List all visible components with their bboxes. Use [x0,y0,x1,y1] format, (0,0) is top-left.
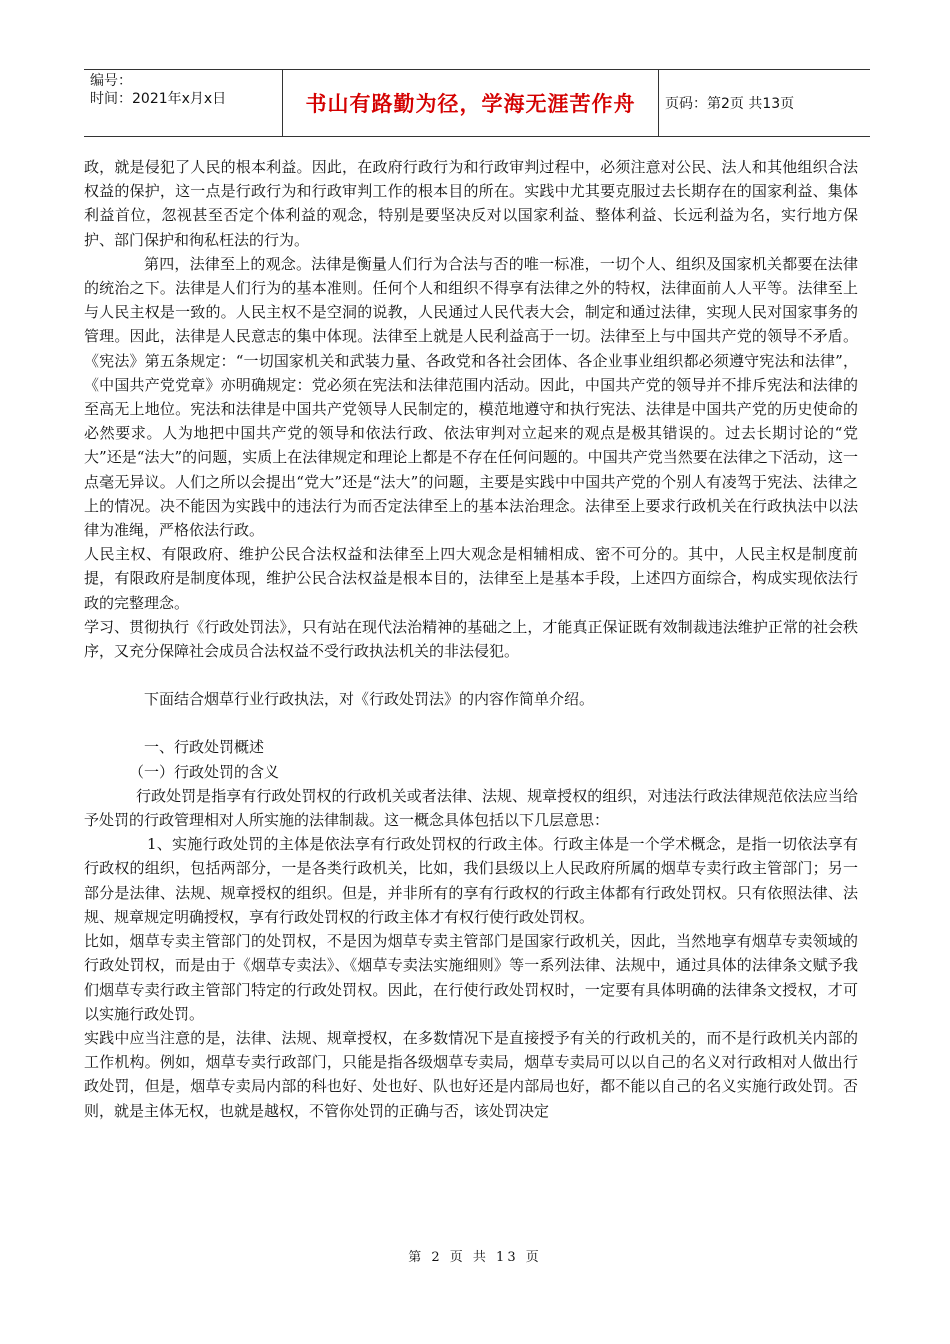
time-label: 时间：2021年x月x日 [90,91,227,107]
header-motto: 书山有路勤为径，学海无涯苦作舟 [283,70,659,136]
subsection-heading: （一）行政处罚的含义 [129,762,280,781]
document-body [84,155,858,1123]
header-meta [84,70,283,136]
paragraph: 政，就是侵犯了人民的根本利益。因此，在政府行政行为和行政审判过程中，必须注意对公民、法人和其他组织合法权益的保护，这一点是行政行为和行政审判工作的根本目的所在。实践中尤其要克服过去长期存在的国家利益、集体利益首位，忽视甚至否定个体利益的观念，特别是要坚决反对以国家利益、整体利益、长远利益为名，实行地方保护、部门保护和徇私枉法的行为。 [84,158,858,249]
serial-label: 编号： [90,73,132,89]
paragraph: 1、实施行政处罚的主体是依法享有行政处罚权的行政主体。行政主体是一个学术概念，是指一切依法享有行政权的组织，包括两部分，一是各类行政机关，比如，我们县级以上人民政府所属的烟草专卖行政主管部门；另一部分是法律、法规、规章授权的组织。但是，并非所有的享有行政权的行政主体都有行政处罚权。只有依照法律、法规、规章规定明确授权，享有行政处罚权的行政主体才有权行使行政处罚权。 [84,835,858,926]
paragraph: 下面结合烟草行业行政执法，对《行政处罚法》的内容作简单介绍。 [144,690,595,709]
page-footer: 第 2 页 共 13 页 [408,1250,542,1265]
spacer [84,711,858,735]
header-page-info: 页码：第2页 共13页 [665,96,795,112]
paragraph: 行政处罚是指享有行政处罚权的行政机关或者法律、法规、规章授权的组织，对违法行政法律规范依法应当给予处罚的行政管理相对人所实施的法律制裁。这一概念具体包括以下几层意思： [84,786,858,830]
paragraph: 学习、贯彻执行《行政处罚法》，只有站在现代法治精神的基础之上，才能真正保证既有效制裁违法维护正常的社会秩序，又充分保障社会成员合法权益不受行政执法机关的非法侵犯。 [84,617,858,661]
paragraph: 人民主权、有限政府、维护公民合法权益和法律至上四大观念是相辅相成、密不可分的。其中，人民主权是制度前提，有限政府是制度体现，维护公民合法权益是根本目的，法律至上是基本手段，上述四方面综合，构成实现依法行政的完整理念。 [84,545,858,612]
paragraph: 比如，烟草专卖主管部门的处罚权，不是因为烟草专卖主管部门是国家行政机关，因此，当然地享有烟草专卖领域的行政处罚权，而是由于《烟草专卖法》、《烟草专卖法实施细则》等一系列法律、法规中，通过具体的法律条文赋予我们烟草专卖行政主管部门特定的行政处罚权。因此，在行使行政处罚权时，一定要有具体明确的法律条文授权，才可以实施行政处罚。 [84,932,858,1023]
document-header [84,69,870,137]
paragraph: 实践中应当注意的是，法律、法规、规章授权，在多数情况下是直接授予有关的行政机关的，而不是行政机关内部的工作机构。例如，烟草专卖行政部门，只能是指各级烟草专卖局，烟草专卖局可以以自己的名义对行政相对人做出行政处罚，但是，烟草专卖局内部的科也好、处也好、队也好还是内部局也好，都不能以自己的名义实施行政处罚。否则，就是主体无权，也就是越权，不管你处罚的正确与否，该处罚决定 [84,1028,858,1120]
section-heading: 一、行政处罚概述 [144,738,265,757]
spacer [84,663,858,687]
paragraph: 第四，法律至上的观念。法律是衡量人们行为合法与否的唯一标准，一切个人、组织及国家机关都要在法律的统治之下。法律是人们行为的基本准则。任何个人和组织不得享有法律之外的特权，法律面前人人平等。法律至上与人民主权是一致的。人民主权不是空洞的说教，人民通过人民代表大会，制定和通过法律，实现人民对国家事务的管理。因此，法律是人民意志的集中体现。法律至上就是人民利益高于一切。法律至上与中国共产党的领导不矛盾。《宪法》第五条规定：“一切国家机关和武装力量、各政党和各社会团体、各企业事业组织都必须遵守宪法和法律”，《中国共产党党章》亦明确规定：党必须在宪法和法律范围内活动。因此，中国共产党的领导并不排斥宪法和法律的至高无上地位。宪法和法律是中国共产党领导人民制定的，模范地遵守和执行宪法、法律是中国共产党的历史使命的必然要求。人为地把中国共产党的领导和依法行政、依法审判对立起来的观点是极其错误的。过去长期讨论的“党大”还是“法大”的问题，实质上在法律规定和理论上都是不存在任何问题的。中国共产党当然要在法律之下活动，这一点毫无异议。人们之所以会提出“党大”还是“法大”的问题，主要是实践中中国共产党的个别人有凌驾于宪法、法律之上的情况。决不能因为实践中的违法行为而否定法律至上的基本法治理念。法律至上要求行政机关在行政执法中以法律为准绳，严格依法行政。 [84,254,858,540]
